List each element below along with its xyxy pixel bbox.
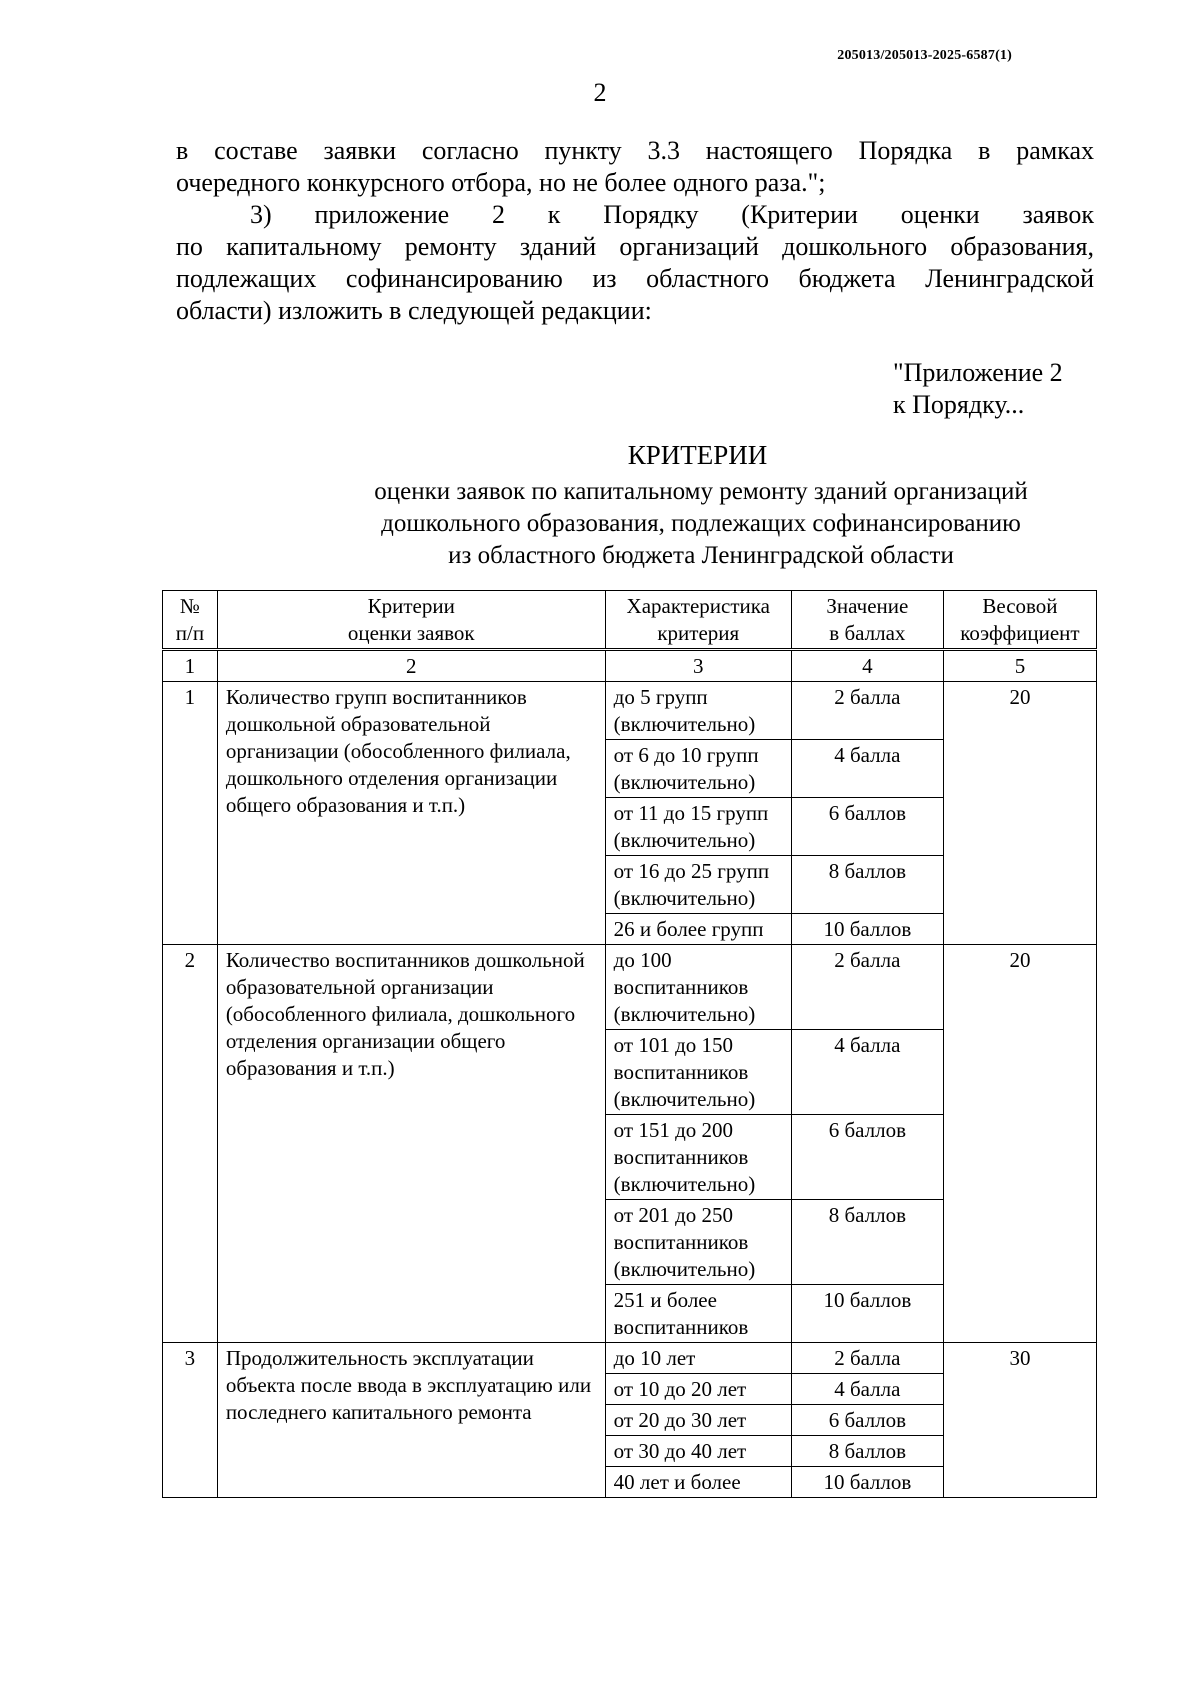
header-criteria: [217, 591, 605, 650]
header-text: критерия: [657, 621, 740, 645]
characteristic-cell: до 5 групп (включительно): [605, 682, 791, 740]
table-header-row: [163, 591, 1097, 650]
table-row: [163, 682, 1097, 740]
value-cell: 4 балла: [791, 740, 943, 798]
header-num: [163, 591, 218, 650]
weight-cell: 30: [943, 1343, 1096, 1498]
criterion-text: Продолжительность эксплуатации объекта после ввода в эксплуатацию или последнего капитального ремонта: [217, 1343, 605, 1498]
appendix-line: "Приложение 2: [893, 358, 1063, 387]
header-text: Значение: [826, 594, 909, 618]
header-text: оценки заявок: [347, 621, 475, 645]
subtitle-line: из областного бюджета Ленинградской области: [448, 542, 954, 569]
value-cell: 8 баллов: [791, 1200, 943, 1285]
column-index: 5: [943, 650, 1096, 682]
header-text: Весовой: [982, 594, 1058, 618]
characteristic-cell: от 20 до 30 лет: [605, 1405, 791, 1436]
weight-cell: 20: [943, 945, 1096, 1343]
paragraph-line: очередного конкурсного отбора, но не более одного раза.";: [176, 168, 826, 197]
value-cell: 4 балла: [791, 1030, 943, 1115]
header-text: Критерии: [367, 594, 455, 618]
criteria-table: [162, 590, 1097, 1498]
header-weight: [943, 591, 1096, 650]
characteristic-cell: до 100 воспитанников (включительно): [605, 945, 791, 1030]
header-text: п/п: [175, 621, 205, 645]
criteria-subtitle: [298, 476, 1104, 572]
value-cell: 6 баллов: [791, 798, 943, 856]
criterion-text: Количество воспитанников дошкольной образовательной организации (обособленного филиала, дошкольного отделения организации общего образования и т.п.): [217, 945, 605, 1343]
characteristic-cell: от 16 до 25 групп (включительно): [605, 856, 791, 914]
paragraph-line: области) изложить в следующей редакции:: [176, 296, 652, 325]
header-characteristic: [605, 591, 791, 650]
header-text: №: [179, 594, 200, 618]
subtitle-line: дошкольного образования, подлежащих софинансированию: [381, 510, 1021, 537]
document-id: 205013/205013-2025-6587(1): [837, 48, 1012, 63]
header-value: [791, 591, 943, 650]
value-cell: 8 баллов: [791, 856, 943, 914]
header-text: коэффициент: [960, 621, 1080, 645]
paragraph-line: по капитальному ремонту зданий организаций дошкольного образования,: [176, 232, 1094, 261]
table-row: [163, 1343, 1097, 1374]
row-number: 2: [163, 945, 218, 1343]
value-cell: 2 балла: [791, 1343, 943, 1374]
column-index: 3: [605, 650, 791, 682]
value-cell: 2 балла: [791, 682, 943, 740]
value-cell: 2 балла: [791, 945, 943, 1030]
column-index: 1: [163, 650, 218, 682]
value-cell: 6 баллов: [791, 1115, 943, 1200]
page-number: 2: [593, 78, 607, 107]
characteristic-cell: от 10 до 20 лет: [605, 1374, 791, 1405]
value-cell: 10 баллов: [791, 914, 943, 945]
appendix-reference: [893, 357, 1063, 421]
value-cell: 10 баллов: [791, 1285, 943, 1343]
value-cell: 6 баллов: [791, 1405, 943, 1436]
characteristic-cell: от 101 до 150 воспитанников (включительно): [605, 1030, 791, 1115]
characteristic-cell: от 151 до 200 воспитанников (включительно): [605, 1115, 791, 1200]
column-index: 4: [791, 650, 943, 682]
weight-cell: 20: [943, 682, 1096, 945]
row-number: 1: [163, 682, 218, 945]
column-index: 2: [217, 650, 605, 682]
characteristic-cell: 26 и более групп: [605, 914, 791, 945]
characteristic-cell: 40 лет и более: [605, 1467, 791, 1498]
header-text: в баллах: [829, 621, 906, 645]
column-index-row: [163, 650, 1097, 682]
criterion-text: Количество групп воспитанников дошкольной образовательной организации (обособленного филиала, дошкольного отделения организации общего образования и т.п.): [217, 682, 605, 945]
paragraph-line: в составе заявки согласно пункту 3.3 настоящего Порядка в рамках: [176, 136, 1094, 165]
paragraph-line: подлежащих софинансированию из областного бюджета Ленинградской: [176, 264, 1094, 293]
subtitle-line: оценки заявок по капитальному ремонту зданий организаций: [374, 478, 1028, 505]
characteristic-cell: от 11 до 15 групп (включительно): [605, 798, 791, 856]
paragraph-line: 3) приложение 2 к Порядку (Критерии оценки заявок: [250, 200, 1094, 229]
characteristic-cell: 251 и более воспитанников: [605, 1285, 791, 1343]
table-row: [163, 945, 1097, 1030]
characteristic-cell: от 6 до 10 групп (включительно): [605, 740, 791, 798]
paragraph-continuation: [176, 135, 1094, 199]
criteria-title: КРИТЕРИИ: [627, 440, 768, 470]
characteristic-cell: от 30 до 40 лет: [605, 1436, 791, 1467]
paragraph-item-3: [176, 199, 1094, 327]
value-cell: 10 баллов: [791, 1467, 943, 1498]
characteristic-cell: до 10 лет: [605, 1343, 791, 1374]
value-cell: 8 баллов: [791, 1436, 943, 1467]
value-cell: 4 балла: [791, 1374, 943, 1405]
appendix-line: к Порядку...: [893, 390, 1025, 419]
header-text: Характеристика: [626, 594, 770, 618]
characteristic-cell: от 201 до 250 воспитанников (включительно): [605, 1200, 791, 1285]
row-number: 3: [163, 1343, 218, 1498]
